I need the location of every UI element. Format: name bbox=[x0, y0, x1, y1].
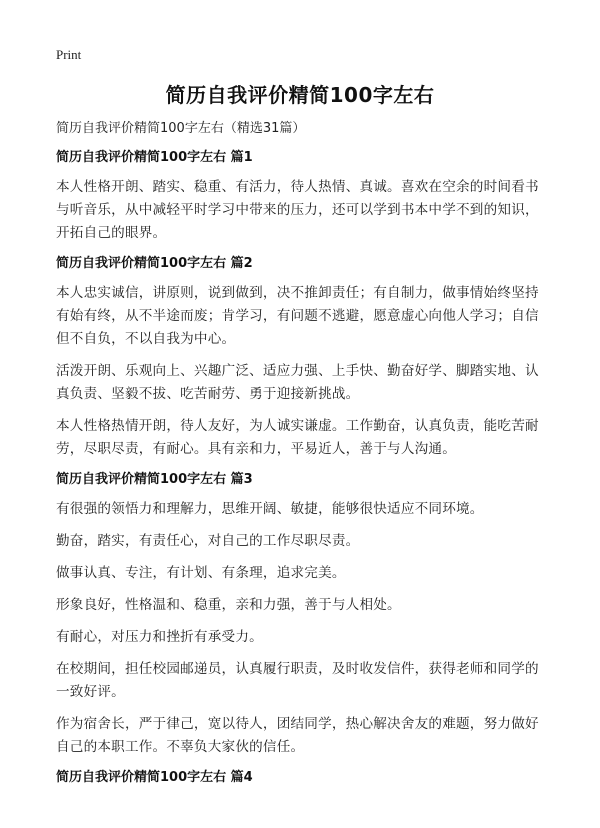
paragraph: 在校期间，担任校园邮递员，认真履行职责，及时收发信件，获得老师和同学的一致好评。 bbox=[56, 661, 539, 700]
paragraph: 有很强的领悟力和理解力，思维开阔、敏捷，能够很快适应不同环境。 bbox=[56, 501, 484, 517]
section-4 bbox=[56, 768, 546, 788]
paragraph: 本人性格开朗、踏实、稳重、有活力，待人热情、真诚。喜欢在空余的时间看书与听音乐，从中减轻平时学习中带来的压力，还可以学到书本中学不到的知识，开拓自己的眼界。 bbox=[56, 179, 539, 241]
paragraph: 本人性格热情开朗，待人友好，为人诚实谦虚。工作勤奋，认真负责，能吃苦耐劳，尽职尽责，有耐心。具有亲和力，平易近人，善于与人沟通。 bbox=[56, 418, 539, 457]
print-link[interactable]: Print bbox=[56, 47, 82, 62]
paragraph: 作为宿舍长，严于律己，宽以待人，团结同学，热心解决舍友的难题，努力做好自己的本职工作。不辜负大家伙的信任。 bbox=[56, 716, 539, 755]
section-1 bbox=[56, 148, 546, 245]
section-heading: 简历自我评价精简100字左右 篇1 bbox=[56, 150, 253, 165]
document-subtitle: 简历自我评价精简100字左右（精选31篇） bbox=[56, 121, 306, 136]
section-2 bbox=[56, 254, 546, 461]
section-heading: 简历自我评价精简100字左右 篇3 bbox=[56, 472, 253, 487]
paragraph: 勤奋，踏实，有责任心，对自己的工作尽职尽责。 bbox=[56, 533, 360, 549]
section-heading: 简历自我评价精简100字左右 篇4 bbox=[56, 770, 253, 785]
page-title: 简历自我评价精简100字左右 bbox=[165, 83, 435, 107]
paragraph: 本人忠实诚信，讲原则，说到做到，决不推卸责任；有自制力，做事情始终坚持有始有终，从不半途而废；肯学习，有问题不逃避，愿意虚心向他人学习；自信但不自负，不以自我为中心。 bbox=[56, 285, 539, 347]
paragraph: 有耐心，对压力和挫折有承受力。 bbox=[56, 629, 263, 645]
document-body bbox=[56, 119, 546, 796]
section-3 bbox=[56, 470, 546, 759]
paragraph: 做事认真、专注，有计划、有条理，追求完美。 bbox=[56, 565, 346, 581]
paragraph: 形象良好，性格温和、稳重，亲和力强，善于与人相处。 bbox=[56, 597, 401, 613]
paragraph: 活泼开朗、乐观向上、兴趣广泛、适应力强、上手快、勤奋好学、脚踏实地、认真负责、坚毅不拔、吃苦耐劳、勇于迎接新挑战。 bbox=[56, 363, 539, 402]
section-heading: 简历自我评价精简100字左右 篇2 bbox=[56, 256, 253, 271]
